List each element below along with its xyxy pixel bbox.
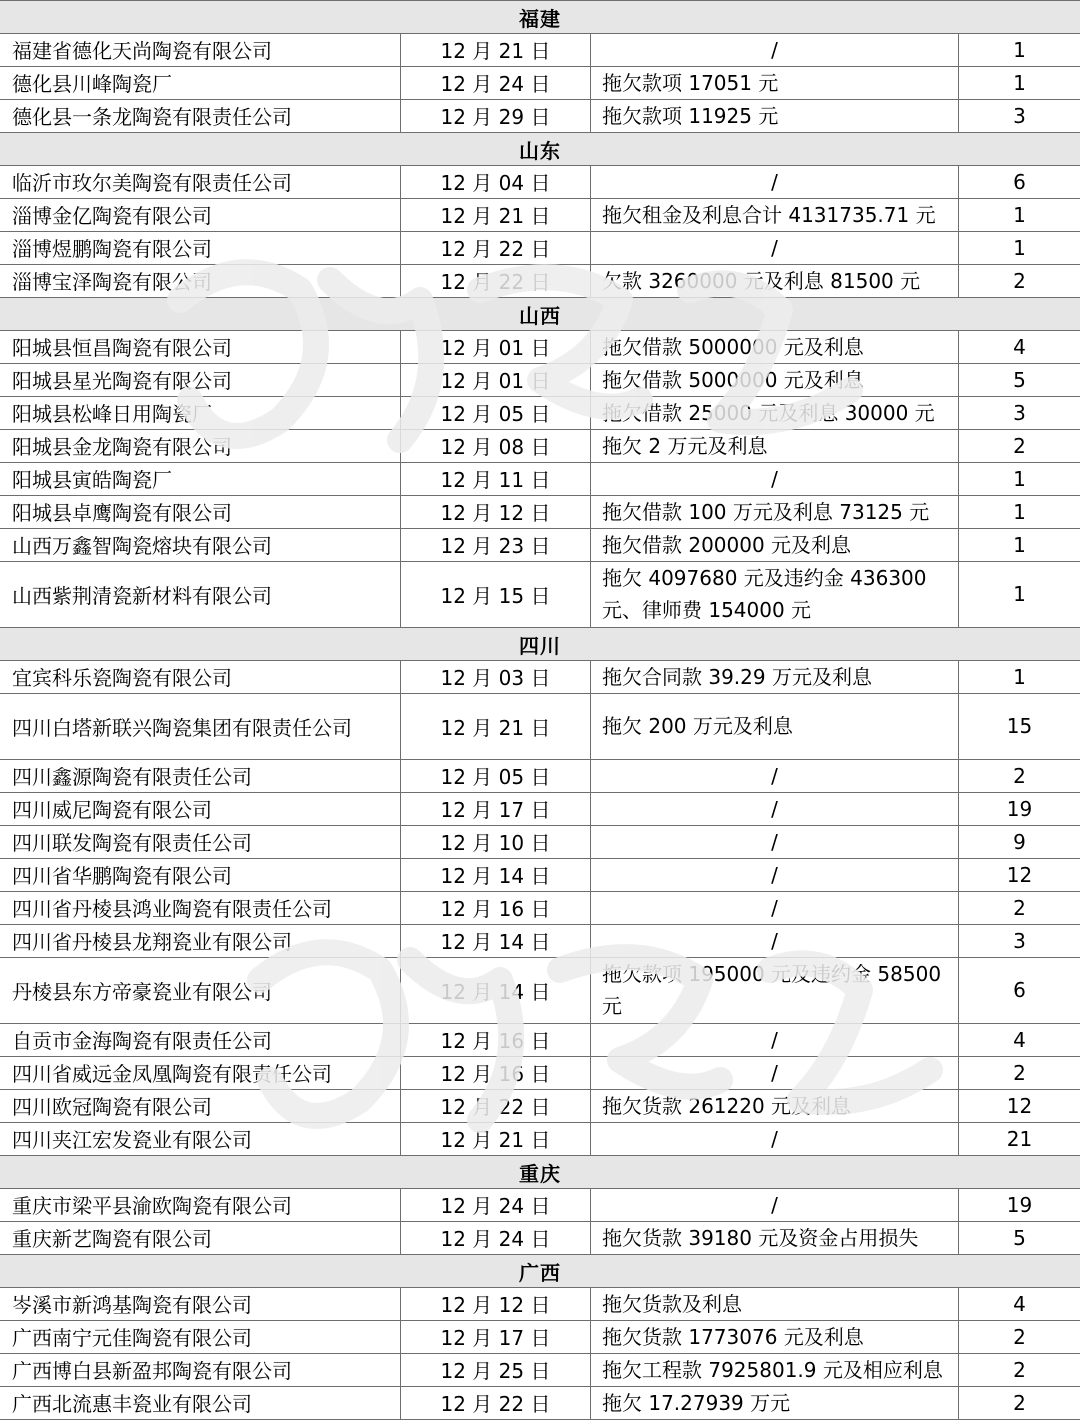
detail-cell: 拖欠款项 11925 元 xyxy=(590,99,958,132)
count-cell: 2 xyxy=(958,891,1080,924)
date-cell: 12 月 14 日 xyxy=(400,957,590,1023)
count-cell: 2 xyxy=(958,1056,1080,1089)
section-header xyxy=(0,1254,1080,1288)
table-row xyxy=(0,1122,1080,1156)
table-row xyxy=(0,1188,1080,1222)
table-row xyxy=(0,1353,1080,1387)
detail-cell: / xyxy=(590,165,958,198)
section-header xyxy=(0,0,1080,34)
company-name-cell: 四川白塔新联兴陶瓷集团有限责任公司 xyxy=(12,715,352,740)
date-cell: 12 月 01 日 xyxy=(400,330,590,363)
section-title: 山东 xyxy=(519,138,561,163)
count-cell: 1 xyxy=(958,198,1080,231)
detail-cell: / xyxy=(590,33,958,66)
date-cell: 12 月 15 日 xyxy=(400,561,590,627)
company-name-cell: 阳城县寅皓陶瓷厂 xyxy=(12,468,172,492)
count-cell: 9 xyxy=(958,825,1080,858)
detail-cell: / xyxy=(590,792,958,825)
table-row xyxy=(0,231,1080,265)
date-cell: 12 月 24 日 xyxy=(400,1221,590,1254)
company-name-cell: 淄博金亿陶瓷有限公司 xyxy=(12,204,212,228)
company-name-cell: 四川省华鹏陶瓷有限公司 xyxy=(12,864,232,888)
detail-cell: 拖欠货款及利息 xyxy=(590,1287,958,1320)
table-row xyxy=(0,396,1080,430)
section-title: 四川 xyxy=(519,633,561,658)
table-row xyxy=(0,1089,1080,1123)
company-name-cell: 四川夹江宏发瓷业有限公司 xyxy=(12,1128,252,1152)
detail-cell: / xyxy=(590,891,958,924)
table-row xyxy=(0,957,1080,1024)
table-row xyxy=(0,33,1080,67)
table-row xyxy=(0,1221,1080,1255)
detail-cell: 拖欠工程款 7925801.9 元及相应利息 xyxy=(590,1353,958,1386)
company-name-cell: 四川省丹棱县龙翔瓷业有限公司 xyxy=(12,930,292,954)
table-row xyxy=(0,759,1080,793)
count-cell: 2 xyxy=(958,1353,1080,1386)
count-cell: 19 xyxy=(958,792,1080,825)
company-name-cell: 阳城县星光陶瓷有限公司 xyxy=(12,369,232,393)
table-row xyxy=(0,66,1080,100)
detail-cell: / xyxy=(590,1023,958,1056)
table-row xyxy=(0,891,1080,925)
count-cell: 1 xyxy=(958,462,1080,495)
detail-cell: 欠款 3260000 元及利息 81500 元 xyxy=(590,264,958,297)
count-cell: 1 xyxy=(958,231,1080,264)
section-header xyxy=(0,132,1080,166)
count-cell: 2 xyxy=(958,429,1080,462)
section-title: 重庆 xyxy=(519,1161,561,1186)
date-cell: 12 月 12 日 xyxy=(400,495,590,528)
count-cell: 1 xyxy=(958,660,1080,693)
date-cell: 12 月 14 日 xyxy=(400,924,590,957)
count-cell: 2 xyxy=(958,264,1080,297)
count-cell: 1 xyxy=(958,561,1080,627)
company-name-cell: 阳城县金龙陶瓷有限公司 xyxy=(12,435,232,459)
count-cell: 5 xyxy=(958,363,1080,396)
table-row xyxy=(0,792,1080,826)
detail-cell: 拖欠合同款 39.29 万元及利息 xyxy=(590,660,958,693)
detail-cell: / xyxy=(590,462,958,495)
date-cell: 12 月 05 日 xyxy=(400,396,590,429)
table-row xyxy=(0,858,1080,892)
date-cell: 12 月 11 日 xyxy=(400,462,590,495)
section-title: 山西 xyxy=(519,303,561,328)
table-row xyxy=(0,363,1080,397)
date-cell: 12 月 21 日 xyxy=(400,33,590,66)
count-cell: 6 xyxy=(958,165,1080,198)
count-cell: 2 xyxy=(958,1386,1080,1419)
date-cell: 12 月 22 日 xyxy=(400,264,590,297)
count-cell: 1 xyxy=(958,495,1080,528)
detail-cell: / xyxy=(590,825,958,858)
table-row xyxy=(0,165,1080,199)
detail-cell: 拖欠货款 1773076 元及利息 xyxy=(590,1320,958,1353)
company-name-cell: 自贡市金海陶瓷有限责任公司 xyxy=(12,1029,272,1053)
company-name-cell: 山西万鑫智陶瓷熔块有限公司 xyxy=(12,534,272,558)
table-row xyxy=(0,825,1080,859)
date-cell: 12 月 04 日 xyxy=(400,165,590,198)
date-cell: 12 月 21 日 xyxy=(400,198,590,231)
detail-cell: 拖欠借款 5000000 元及利息 xyxy=(590,363,958,396)
count-cell: 1 xyxy=(958,528,1080,561)
date-cell: 12 月 08 日 xyxy=(400,429,590,462)
company-name-cell: 四川威尼陶瓷有限公司 xyxy=(12,798,212,822)
count-cell: 2 xyxy=(958,1320,1080,1353)
count-cell: 3 xyxy=(958,99,1080,132)
detail-cell: 拖欠款项 195000 元及违约金 58500 元 xyxy=(590,957,958,1023)
detail-cell: 拖欠 200 万元及利息 xyxy=(590,693,958,759)
table-row xyxy=(0,693,1080,760)
company-name-cell: 丹棱县东方帝豪瓷业有限公司 xyxy=(12,979,272,1004)
detail-cell: 拖欠借款 100 万元及利息 73125 元 xyxy=(590,495,958,528)
table-row xyxy=(0,462,1080,496)
detail-cell: 拖欠 17.27939 万元 xyxy=(590,1386,958,1419)
detail-cell: 拖欠借款 200000 元及利息 xyxy=(590,528,958,561)
company-name-cell: 广西南宁元佳陶瓷有限公司 xyxy=(12,1326,252,1350)
date-cell: 12 月 22 日 xyxy=(400,1089,590,1122)
date-cell: 12 月 03 日 xyxy=(400,660,590,693)
table-row xyxy=(0,495,1080,529)
company-name-cell: 阳城县卓鹰陶瓷有限公司 xyxy=(12,501,232,525)
detail-cell: / xyxy=(590,1056,958,1089)
company-name-cell: 山西紫荆清瓷新材料有限公司 xyxy=(12,583,272,608)
date-cell: 12 月 14 日 xyxy=(400,858,590,891)
date-cell: 12 月 10 日 xyxy=(400,825,590,858)
detail-cell: 拖欠款项 17051 元 xyxy=(590,66,958,99)
count-cell: 19 xyxy=(958,1188,1080,1221)
date-cell: 12 月 24 日 xyxy=(400,66,590,99)
company-name-cell: 阳城县松峰日用陶瓷厂 xyxy=(12,402,212,426)
table-row xyxy=(0,660,1080,694)
count-cell: 12 xyxy=(958,858,1080,891)
company-name-cell: 淄博宝泽陶瓷有限公司 xyxy=(12,270,212,294)
table-row xyxy=(0,1386,1080,1420)
count-cell: 15 xyxy=(958,693,1080,759)
date-cell: 12 月 01 日 xyxy=(400,363,590,396)
count-cell: 21 xyxy=(958,1122,1080,1155)
company-name-cell: 宜宾科乐瓷陶瓷有限公司 xyxy=(12,666,232,690)
table-row xyxy=(0,1320,1080,1354)
company-name-cell: 福建省德化天尚陶瓷有限公司 xyxy=(12,39,272,63)
company-name-cell: 德化县川峰陶瓷厂 xyxy=(12,72,172,96)
detail-cell: 拖欠 2 万元及利息 xyxy=(590,429,958,462)
section-header xyxy=(0,627,1080,661)
company-name-cell: 四川欧冠陶瓷有限公司 xyxy=(12,1095,212,1119)
count-cell: 2 xyxy=(958,759,1080,792)
company-name-cell: 四川联发陶瓷有限责任公司 xyxy=(12,831,252,855)
company-name-cell: 重庆市梁平县渝欧陶瓷有限公司 xyxy=(12,1194,292,1218)
detail-cell: 拖欠借款 5000000 元及利息 xyxy=(590,330,958,363)
section-title: 福建 xyxy=(519,6,561,31)
table-row xyxy=(0,561,1080,628)
company-name-cell: 广西博白县新盈邦陶瓷有限公司 xyxy=(12,1359,292,1383)
company-name-cell: 四川鑫源陶瓷有限责任公司 xyxy=(12,765,252,789)
count-cell: 6 xyxy=(958,957,1080,1023)
table-row xyxy=(0,198,1080,232)
detail-cell: 拖欠 4097680 元及违约金 436300 元、律师费 154000 元 xyxy=(590,561,958,627)
date-cell: 12 月 21 日 xyxy=(400,1122,590,1155)
detail-cell: / xyxy=(590,231,958,264)
date-cell: 12 月 17 日 xyxy=(400,792,590,825)
date-cell: 12 月 24 日 xyxy=(400,1188,590,1221)
table-row xyxy=(0,528,1080,562)
company-name-cell: 岑溪市新鸿基陶瓷有限公司 xyxy=(12,1293,252,1317)
date-cell: 12 月 16 日 xyxy=(400,1023,590,1056)
date-cell: 12 月 17 日 xyxy=(400,1320,590,1353)
table-row xyxy=(0,1023,1080,1057)
detail-cell: / xyxy=(590,858,958,891)
detail-cell: / xyxy=(590,1122,958,1155)
count-cell: 1 xyxy=(958,33,1080,66)
table-row xyxy=(0,924,1080,958)
date-cell: 12 月 22 日 xyxy=(400,1386,590,1419)
detail-cell: / xyxy=(590,759,958,792)
section-header xyxy=(0,297,1080,331)
date-cell: 12 月 21 日 xyxy=(400,693,590,759)
count-cell: 4 xyxy=(958,330,1080,363)
table-row xyxy=(0,1056,1080,1090)
count-cell: 5 xyxy=(958,1221,1080,1254)
detail-cell: / xyxy=(590,1188,958,1221)
table-row xyxy=(0,330,1080,364)
detail-cell: / xyxy=(590,924,958,957)
count-cell: 4 xyxy=(958,1287,1080,1320)
detail-cell: 拖欠租金及利息合计 4131735.71 元 xyxy=(590,198,958,231)
table-row xyxy=(0,429,1080,463)
count-cell: 3 xyxy=(958,396,1080,429)
date-cell: 12 月 16 日 xyxy=(400,891,590,924)
date-cell: 12 月 25 日 xyxy=(400,1353,590,1386)
company-name-cell: 四川省丹棱县鸿业陶瓷有限责任公司 xyxy=(12,897,332,921)
detail-cell: 拖欠货款 261220 元及利息 xyxy=(590,1089,958,1122)
company-name-cell: 临沂市玫尔美陶瓷有限责任公司 xyxy=(12,171,292,195)
table-row xyxy=(0,1287,1080,1321)
company-name-cell: 四川省威远金凤凰陶瓷有限责任公司 xyxy=(12,1062,332,1086)
date-cell: 12 月 23 日 xyxy=(400,528,590,561)
company-name-cell: 重庆新艺陶瓷有限公司 xyxy=(12,1227,212,1251)
count-cell: 4 xyxy=(958,1023,1080,1056)
company-name-cell: 淄博煜鹏陶瓷有限公司 xyxy=(12,237,212,261)
count-cell: 3 xyxy=(958,924,1080,957)
date-cell: 12 月 12 日 xyxy=(400,1287,590,1320)
date-cell: 12 月 16 日 xyxy=(400,1056,590,1089)
company-name-cell: 德化县一条龙陶瓷有限责任公司 xyxy=(12,105,292,129)
date-cell: 12 月 29 日 xyxy=(400,99,590,132)
count-cell: 12 xyxy=(958,1089,1080,1122)
company-name-cell: 阳城县恒昌陶瓷有限公司 xyxy=(12,336,232,360)
section-header xyxy=(0,1155,1080,1189)
table-row xyxy=(0,99,1080,133)
count-cell: 1 xyxy=(958,66,1080,99)
detail-cell: 拖欠借款 25000 元及利息 30000 元 xyxy=(590,396,958,429)
date-cell: 12 月 05 日 xyxy=(400,759,590,792)
detail-cell: 拖欠货款 39180 元及资金占用损失 xyxy=(590,1221,958,1254)
table-row xyxy=(0,264,1080,298)
date-cell: 12 月 22 日 xyxy=(400,231,590,264)
section-title: 广西 xyxy=(519,1260,561,1285)
company-name-cell: 广西北流惠丰瓷业有限公司 xyxy=(12,1392,252,1416)
